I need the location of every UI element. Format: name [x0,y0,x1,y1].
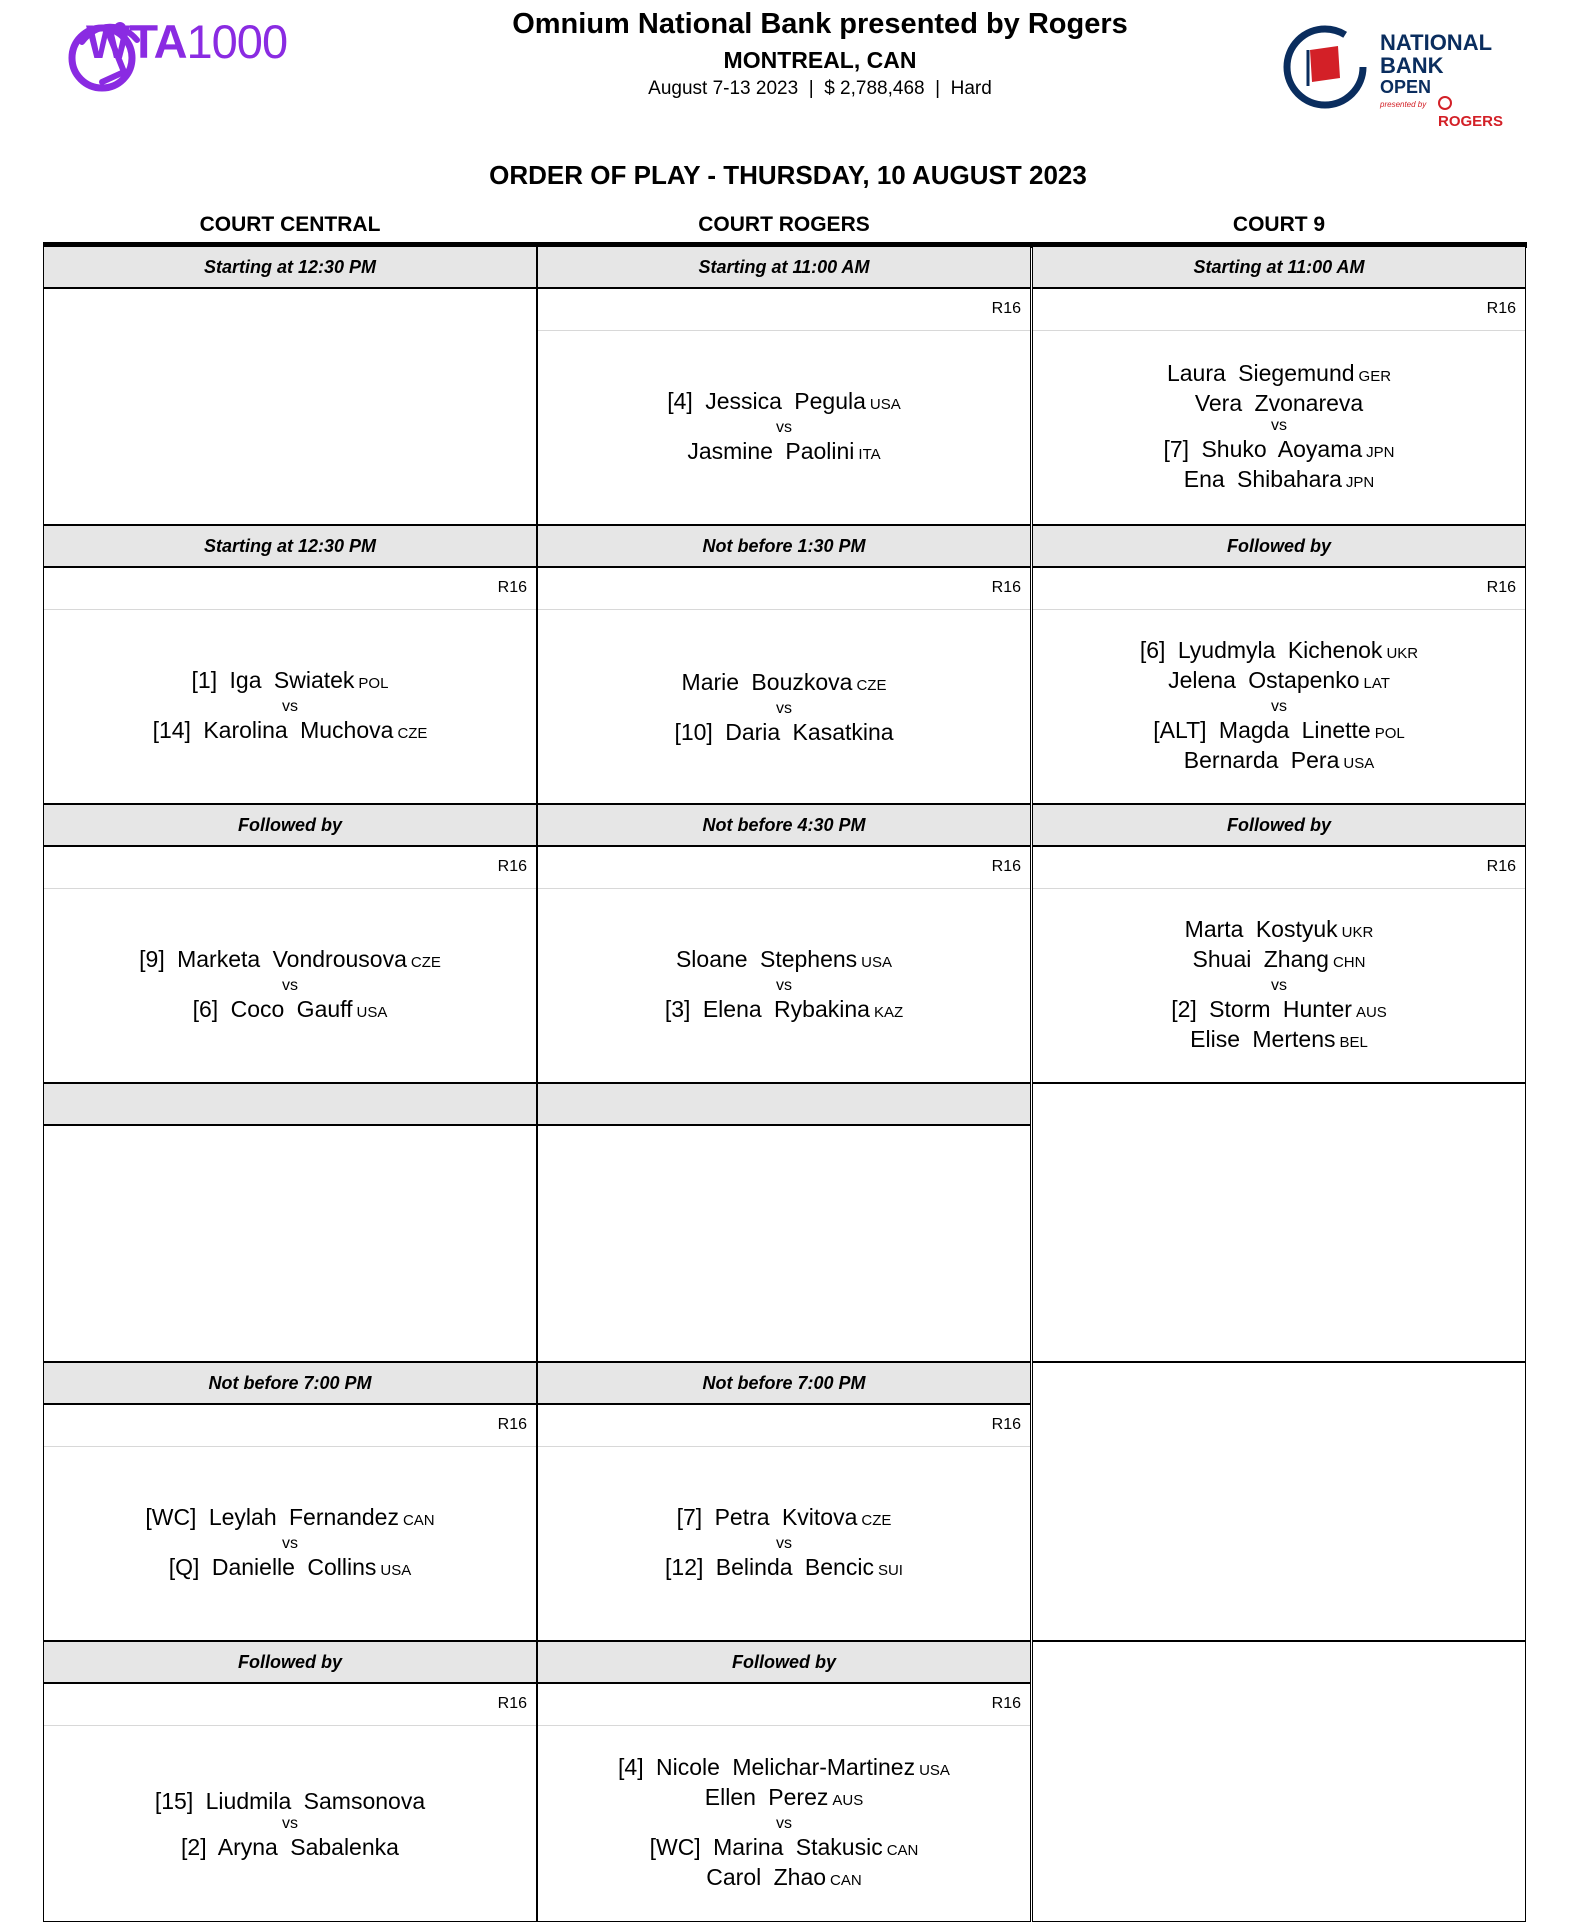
match-cell [43,1362,537,1641]
court-title: COURT 9 [1232,213,1326,236]
player-country: UKR [1341,923,1374,941]
player-line [1153,717,1404,747]
rogers-icon [1438,96,1452,110]
player-line [1163,436,1394,466]
round-label: R16 [538,287,1030,331]
player-seed: [6] [192,995,219,1022]
match-cell [1032,1641,1526,1922]
player-line [1193,946,1366,976]
player-seed: [14] [152,716,191,743]
player-name: Shuko Aoyama [1201,435,1363,462]
match-cell [1032,525,1526,804]
slot-time-header: Followed by [538,1642,1030,1684]
player-name: Marta Kostyuk [1184,915,1338,942]
player-line [1195,390,1363,416]
player-name: Lyudmyla Kichenok [1177,636,1383,663]
player-country: AUS [1355,1003,1387,1021]
slot-time-header: Followed by [1033,805,1525,847]
player-seed: [ALT] [1153,716,1207,743]
player-country: JPN [1366,443,1395,461]
player-line [192,667,389,697]
vs-label: vs [776,699,792,717]
player-line [650,1834,919,1864]
match-cell [1032,1083,1526,1362]
player-seed: [1] [191,666,218,693]
vs-label: vs [776,1534,792,1552]
player-seed: [6] [1139,636,1166,663]
player-name: Belinda Bencic [715,1553,874,1580]
player-line [139,946,441,976]
player-name: Leylah Fernandez [208,1503,399,1530]
player-country: USA [356,1003,388,1021]
player-country: CAN [886,1841,919,1859]
round-label: R16 [538,845,1030,889]
player-country: UKR [1386,644,1419,662]
player-country: POL [358,674,389,692]
match-cell [1032,246,1526,525]
event-header [420,6,1220,102]
round-label: R16 [1033,566,1525,610]
slot-time-header [44,1084,536,1126]
match[interactable] [538,1726,1030,1921]
round-label: R16 [44,1403,536,1447]
player-seed: [15] [154,1787,194,1814]
player-line [155,1788,425,1814]
player-line [677,1504,892,1534]
player-name: Aryna Sabalenka [217,1833,399,1860]
player-seed: [2] [1171,995,1197,1022]
player-line [169,1554,411,1584]
round-label: R16 [538,1682,1030,1726]
player-country: USA [919,1761,950,1779]
player-country: LAT [1363,674,1390,692]
player-name: Coco Gauff [230,995,353,1022]
player-seed: [12] [665,1553,704,1580]
match[interactable] [44,1726,536,1921]
slot-time-header: Starting at 11:00 AM [538,247,1030,289]
player-line [181,1834,399,1860]
vs-label: vs [282,1814,298,1832]
player-seed: [Q] [168,1553,200,1580]
match-cell [537,1362,1031,1641]
player-name: Carol Zhao [706,1863,827,1890]
player-name: Nicole Melichar-Martinez [656,1753,916,1780]
player-country: CAN [402,1511,435,1529]
player-line [667,388,901,418]
player-line [153,717,428,747]
player-name: Magda Linette [1218,716,1371,743]
player-line [1185,916,1374,946]
vs-label: vs [282,976,298,994]
player-country: CZE [397,724,428,742]
slot-time-header: Not before 7:00 PM [44,1363,536,1405]
match[interactable] [538,1447,1030,1640]
match-cell [43,804,537,1083]
vs-label: vs [1271,697,1287,715]
player-line [1171,996,1387,1026]
vs-label: vs [776,418,792,436]
order-of-play-grid [43,205,1527,1922]
court-title: COURT ROGERS [698,213,870,236]
player-name: Marketa Vondrousova [177,945,407,972]
slot-time-header: Followed by [1033,526,1525,568]
match[interactable] [538,610,1030,803]
player-line [705,1784,863,1814]
player-country: CZE [410,953,441,971]
player-line [1190,1026,1368,1056]
player-line [1140,637,1418,667]
player-name: Danielle Collins [211,1553,377,1580]
player-seed: [7] [676,1503,703,1530]
player-seed: [2] [181,1833,207,1860]
player-country: SUI [877,1561,903,1579]
player-name: Storm Hunter [1209,995,1352,1022]
slot-time-header: Starting at 11:00 AM [1033,247,1525,289]
player-country: CHN [1332,953,1366,971]
slot-time-header: Followed by [44,1642,536,1684]
match-cell [43,246,537,525]
match-cell [43,1641,537,1922]
match-cell [537,1083,1031,1362]
player-country: AUS [832,1791,864,1809]
player-country: USA [380,1561,412,1579]
match-cell [537,1641,1031,1922]
match-cell [537,525,1031,804]
round-label: R16 [1033,287,1525,331]
match[interactable] [1033,331,1525,524]
player-seed: [WC] [145,1503,197,1530]
player-name: Petra Kvitova [714,1503,858,1530]
event-info: August 7-13 2023 | $ 2,788,468 | Hard [648,78,992,99]
player-country: JPN [1345,473,1375,491]
vs-label: vs [776,1814,792,1832]
player-seed: [10] [674,718,713,745]
player-country: POL [1374,724,1405,742]
vs-label: vs [776,976,792,994]
match-cell [537,246,1031,525]
round-label: R16 [1033,845,1525,889]
player-country: USA [1343,754,1375,772]
player-country: ITA [858,445,881,463]
vs-label: vs [1271,976,1287,994]
slot-time-header [538,1084,1030,1126]
national-bank-circle-icon [1278,20,1372,114]
player-line [682,669,887,699]
player-name: Marina Stakusic [713,1833,883,1860]
player-name: Ena Shibahara [1183,465,1342,492]
round-label: R16 [44,845,536,889]
slot-time-header: Starting at 12:30 PM [44,526,536,568]
player-line [618,1754,950,1784]
player-name: Karolina Muchova [203,716,394,743]
match-cell [1032,1362,1526,1641]
slot-time-header: Not before 7:00 PM [538,1363,1030,1405]
player-name: Liudmila Samsonova [205,1787,426,1814]
player-country: BEL [1339,1033,1368,1051]
match[interactable] [1033,610,1525,803]
player-country: CZE [861,1511,892,1529]
order-of-play-title: ORDER OF PLAY - THURSDAY, 10 AUGUST 2023 [489,160,1087,190]
player-line [706,1864,861,1894]
player-name: Ellen Perez [704,1783,829,1810]
slot-time-header: Not before 1:30 PM [538,526,1030,568]
match-cell [43,1083,537,1362]
player-line [1168,667,1390,697]
player-line [1184,466,1375,496]
rogers-logo: ROGERS [1438,96,1518,130]
player-line [193,996,388,1026]
match-cell [1032,804,1526,1083]
national-bank-open-logo: NATIONAL BANK OPEN presented by ROGERS [1278,18,1518,118]
player-name: Jelena Ostapenko [1168,666,1360,693]
round-label: R16 [44,566,536,610]
player-seed: [9] [139,945,165,972]
round-label: R16 [538,1403,1030,1447]
player-name: Sloane Stephens [675,945,858,972]
player-name: Jessica Pegula [705,387,866,414]
player-line [665,1554,903,1584]
player-name: Iga Swiatek [229,666,355,693]
match[interactable] [44,1447,536,1640]
event-title: Omnium National Bank presented by Rogers [512,8,1128,40]
vs-label: vs [282,1534,298,1552]
player-country: USA [869,395,901,413]
player-name: Shuai Zhang [1192,945,1329,972]
match-cell [537,804,1031,1083]
player-name: Laura Siegemund [1166,359,1355,386]
player-country: CZE [856,676,887,694]
player-country: GER [1358,367,1392,385]
player-name: Elena Rybakina [702,995,870,1022]
player-line [1184,747,1374,777]
player-line [687,438,880,468]
match[interactable] [1033,889,1525,1082]
player-line [674,719,893,745]
wta-logo-text: WTA1000 [86,15,288,68]
match[interactable] [44,610,536,803]
round-label: R16 [44,1682,536,1726]
match-cell [43,525,537,804]
player-name: Marie Bouzkova [681,668,853,695]
player-name: Daria Kasatkina [725,718,894,745]
round-label: R16 [538,566,1030,610]
player-seed: [4] [667,387,693,414]
player-country: USA [861,953,893,971]
vs-label: vs [282,697,298,715]
player-seed: [7] [1163,435,1190,462]
court-title: COURT CENTRAL [199,213,381,236]
player-line [145,1504,434,1534]
player-line [1167,360,1391,390]
player-seed: [3] [664,995,691,1022]
match[interactable] [538,889,1030,1082]
slot-time-header: Starting at 12:30 PM [44,247,536,289]
player-line [665,996,903,1026]
slot-time-header: Followed by [44,805,536,847]
player-name: Elise Mertens [1190,1025,1336,1052]
player-name: Vera Zvonareva [1194,389,1364,416]
vs-label: vs [1271,416,1287,434]
match[interactable] [538,331,1030,524]
player-seed: [WC] [649,1833,701,1860]
match[interactable] [44,889,536,1082]
player-name: Bernarda Pera [1183,746,1340,773]
event-city: MONTREAL, CAN [723,47,917,73]
player-line [676,946,892,976]
player-country: CAN [830,1871,862,1889]
slot-time-header: Not before 4:30 PM [538,805,1030,847]
player-name: Jasmine Paolini [687,437,855,464]
player-seed: [4] [618,1753,644,1780]
player-country: KAZ [873,1003,904,1021]
